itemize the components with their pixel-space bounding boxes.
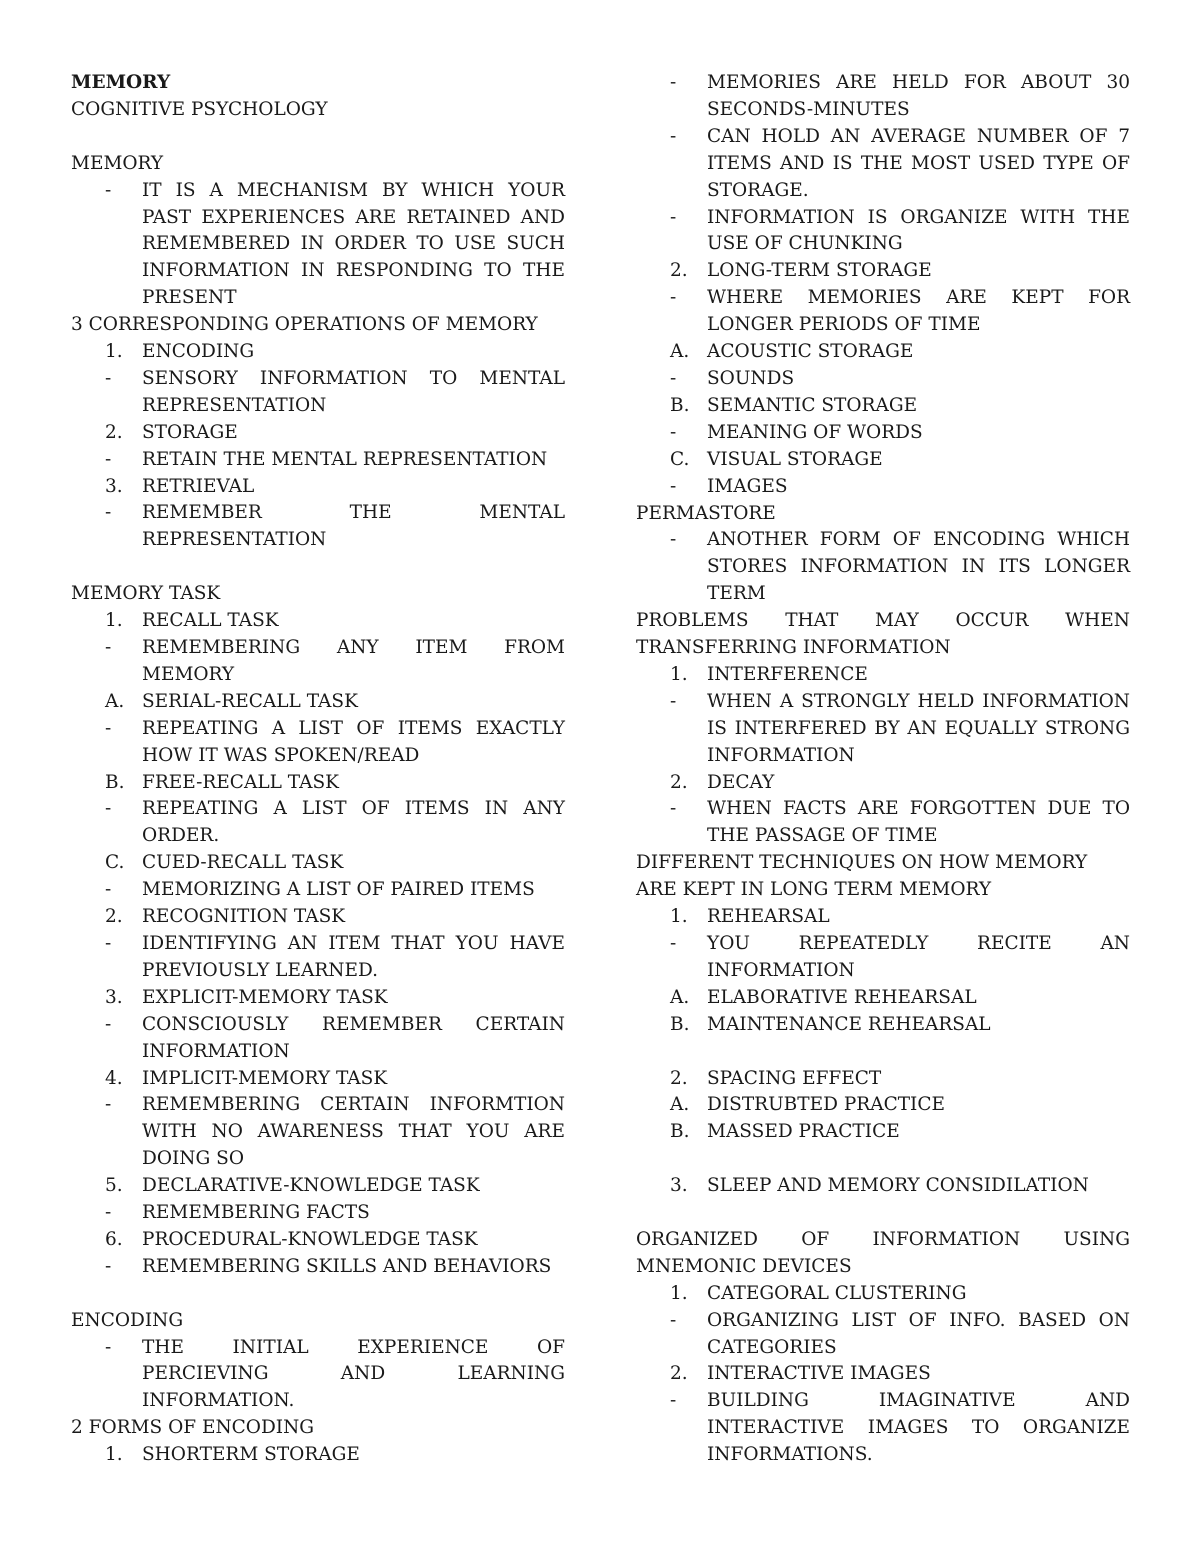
list-item: - ANOTHER FORM OF ENCODING WHICH STORES INFORMATION IN ITS LONGER TERM [670,529,1130,605]
list-item: - IMAGES [670,475,788,497]
list-item: 2. LONG-TERM STORAGE [670,260,932,282]
list-item: B. MASSED PRACTICE [670,1121,900,1143]
list-item: - MEMORIZING A LIST OF PAIRED ITEMS [105,879,535,901]
list-item: - REPEATING A LIST OF ITEMS EXACTLY HOW IT WAS SPOKEN/READ [105,717,565,766]
section-heading: 2 FORMS OF ENCODING [71,1417,315,1439]
list-item: 3. RETRIEVAL [105,475,255,497]
list-item: 1. CATEGORAL CLUSTERING [670,1282,967,1304]
list-item: C. CUED-RECALL TASK [105,852,344,874]
list-item: - REPEATING A LIST OF ITEMS IN ANY ORDER. [105,798,565,847]
list-item: A. SERIAL-RECALL TASK [105,690,358,712]
list-item: B. SEMANTIC STORAGE [670,394,918,416]
list-item: - SOUNDS [670,367,795,389]
list-item: 6. PROCEDURAL-KNOWLEDGE TASK [105,1228,478,1250]
list-item: - REMEMBERING SKILLS AND BEHAVIORS [105,1255,552,1277]
list-item: 3. SLEEP AND MEMORY CONSIDILATION [670,1175,1089,1197]
section-heading: MEMORY [71,152,164,174]
list-item: - SENSORY INFORMATION TO MENTAL REPRESENTATION [105,367,565,416]
list-item: 2. INTERACTIVE IMAGES [670,1363,931,1385]
list-item: B. FREE-RECALL TASK [105,771,339,793]
list-item: 1. ENCODING [105,341,255,363]
list-item: - WHERE MEMORIES ARE KEPT FOR LONGER PERIODS OF TIME [670,287,1130,336]
document-title: MEMORY [71,72,171,93]
list-item: A. ACOUSTIC STORAGE [670,341,914,363]
section-heading: MEMORY TASK [71,583,221,605]
list-item: 2. SPACING EFFECT [670,1067,882,1089]
right-column [636,70,1130,1469]
section-heading: ORGANIZED OF INFORMATION USING MNEMONIC DEVICES [636,1228,1130,1277]
section-heading: ENCODING [71,1309,184,1331]
list-item: A. DISTRUBTED PRACTICE [670,1094,946,1116]
list-item: 2. DECAY [670,771,775,793]
section-heading: 3 CORRESPONDING OPERATIONS OF MEMORY [71,314,538,336]
list-item: 1. REHEARSAL [670,906,830,928]
list-item: - ORGANIZING LIST OF INFO. BASED ON CATEGORIES [670,1309,1130,1358]
document-subtitle: COGNITIVE PSYCHOLOGY [71,98,328,120]
list-item: - REMEMBERING ANY ITEM FROM MEMORY [105,637,565,685]
list-item: - RETAIN THE MENTAL REPRESENTATION [105,448,548,470]
list-item: 1. INTERFERENCE [670,663,868,685]
list-item: - REMEMBERING CERTAIN INFORMTION WITH NO AWARENESS THAT YOU ARE DOING SO [105,1094,565,1170]
list-item: - REMEMBERING FACTS [105,1202,370,1224]
list-item: - MEMORIES ARE HELD FOR ABOUT 30 SECONDS-MINUTES [670,72,1130,120]
list-item: - IDENTIFYING AN ITEM THAT YOU HAVE PREVIOUSLY LEARNED. [105,932,565,981]
list-item: - BUILDING IMAGINATIVE AND INTERACTIVE IMAGES TO ORGANIZE INFORMATIONS. [670,1390,1130,1466]
list-item: - THE INITIAL EXPERIENCE OF PERCIEVING AND LEARNING INFORMATION. [105,1336,565,1412]
list-item: - MEANING OF WORDS [670,421,923,443]
list-item: - YOU REPEATEDLY RECITE AN INFORMATION [670,933,1130,981]
list-item: 2. RECOGNITION TASK [105,906,346,928]
section-heading: DIFFERENT TECHNIQUES ON HOW MEMORY ARE KEPT IN LONG TERM MEMORY [636,852,1088,901]
list-item: A. ELABORATIVE REHEARSAL [670,986,977,1008]
list-item: C. VISUAL STORAGE [670,448,883,470]
list-item: 1. RECALL TASK [105,610,279,632]
list-item: B. MAINTENANCE REHEARSAL [670,1013,991,1035]
list-item: 5. DECLARATIVE-KNOWLEDGE TASK [105,1175,480,1197]
list-item: - WHEN A STRONGLY HELD INFORMATION IS INTERFERED BY AN EQUALLY STRONG INFORMATION [670,690,1130,766]
list-item: 3. EXPLICIT-MEMORY TASK [105,986,388,1008]
list-item: 1. SHORTERM STORAGE [105,1444,360,1466]
section-heading: PERMASTORE [636,502,776,524]
list-item: 4. IMPLICIT-MEMORY TASK [105,1067,388,1089]
list-item: - IT IS A MECHANISM BY WHICH YOUR PAST EXPERIENCES ARE RETAINED AND REMEMBERED IN ORDER TO USE SUCH INFORMATION IN RESPONDING TO THE PRESENT [105,179,565,309]
section-heading: PROBLEMS THAT MAY OCCUR WHEN TRANSFERRING INFORMATION [636,610,1130,659]
list-item: - WHEN FACTS ARE FORGOTTEN DUE TO THE PASSAGE OF TIME [670,798,1130,847]
list-item: - INFORMATION IS ORGANIZE WITH THE USE OF CHUNKING [670,206,1130,255]
list-item: - CAN HOLD AN AVERAGE NUMBER OF 7 ITEMS AND IS THE MOST USED TYPE OF STORAGE. [670,125,1130,201]
left-column [71,70,565,1469]
list-item: - REMEMBER THE MENTAL REPRESENTATION [105,502,565,551]
list-item: 2. STORAGE [105,421,238,443]
list-item: - CONSCIOUSLY REMEMBER CERTAIN INFORMATION [105,1013,565,1062]
